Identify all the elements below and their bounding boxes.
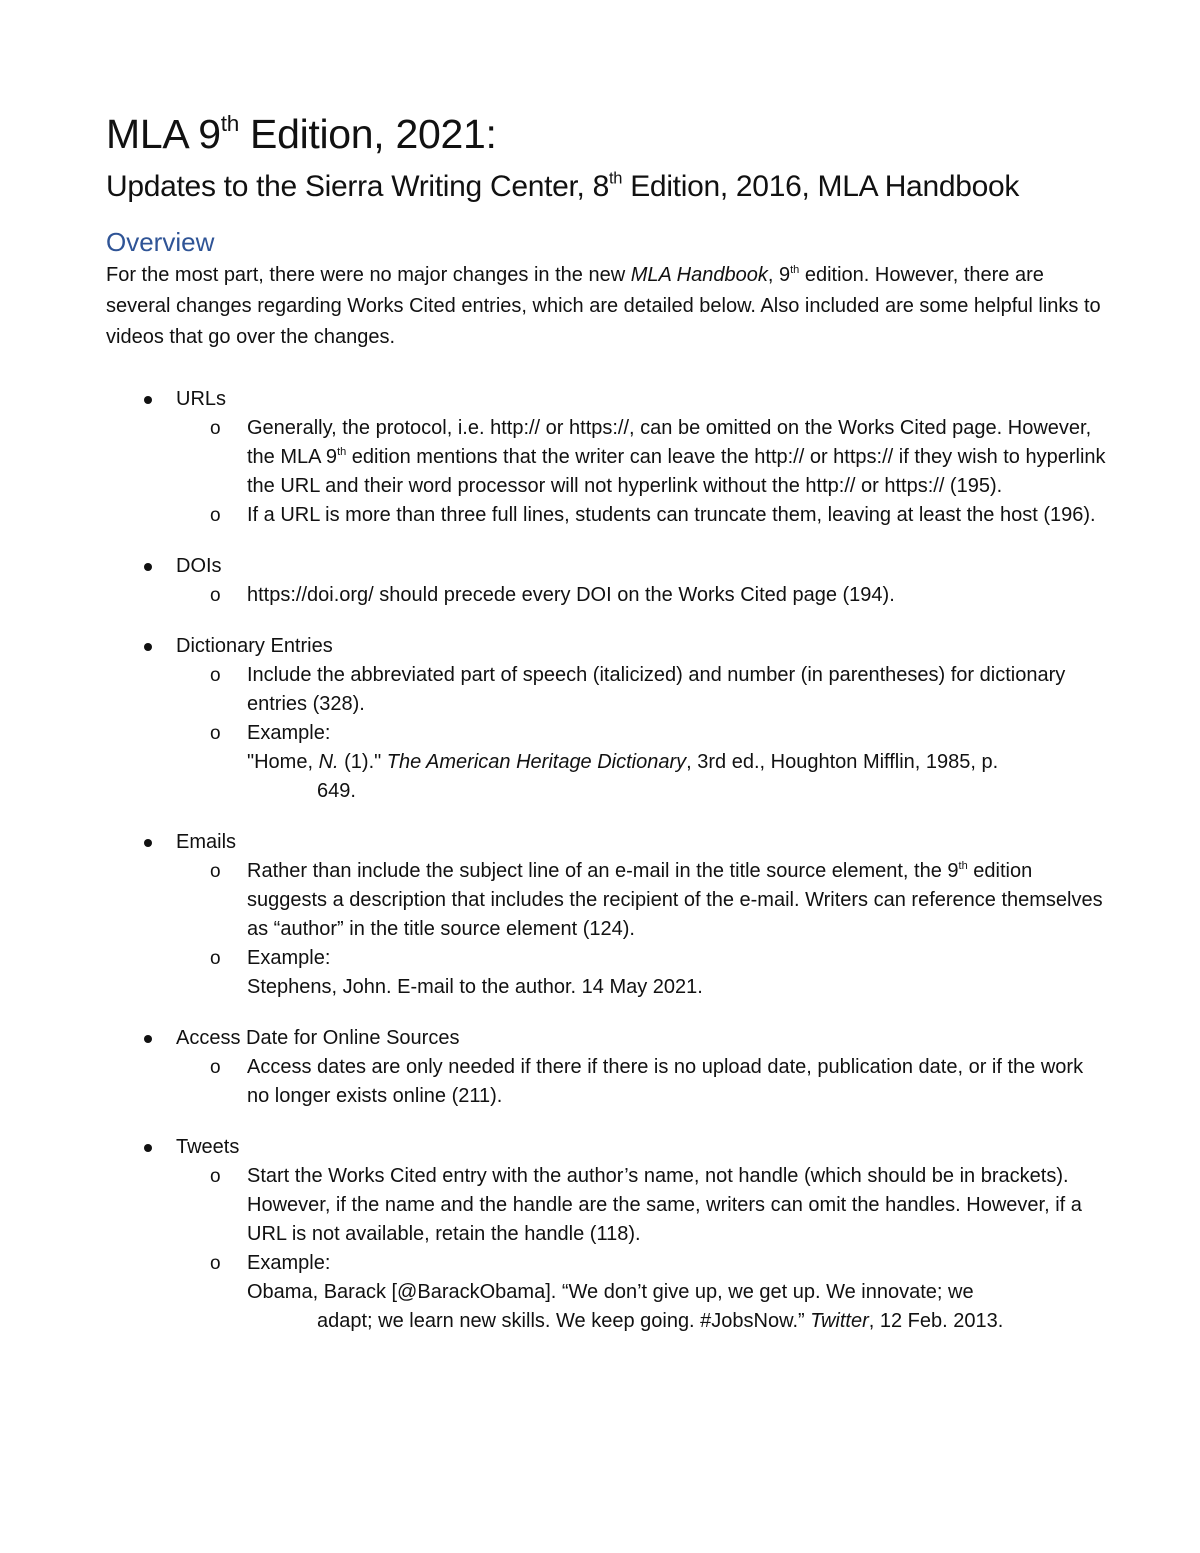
- example-citation: "Home, N. (1)." The American Heritage Dictionary, 3rd ed., Houghton Mifflin, 1985, p. 649.: [247, 751, 999, 802]
- bullet-icon: [144, 563, 152, 571]
- bullet-icon: [144, 1035, 152, 1043]
- list-item-access-date: [106, 1024, 1106, 1111]
- list-item-dois: [106, 552, 1106, 610]
- circle-bullet-icon: o: [210, 948, 221, 969]
- list-item-emails: [106, 828, 1106, 1002]
- example-label: Example:: [247, 1252, 331, 1274]
- list-item-urls: [106, 385, 1106, 530]
- page-title: MLA 9th Edition, 2021:: [106, 111, 497, 157]
- example-citation: Obama, Barack [@BarackObama]. “We don’t give up, we get up. We innovate; we adapt; we learn new skills. We keep going. #JobsNow.” Twitter, 12 Feb. 2013.: [247, 1281, 1004, 1332]
- circle-bullet-icon: o: [210, 1057, 221, 1078]
- circle-bullet-icon: o: [210, 665, 221, 686]
- sub-list-item: o Include the abbreviated part of speech (italicized) and number (in parentheses) for dictionary entries (328).: [176, 661, 1106, 719]
- overview-heading: Overview: [106, 227, 215, 257]
- circle-bullet-icon: o: [210, 1166, 221, 1187]
- section-label: Emails: [176, 831, 237, 853]
- circle-bullet-icon: o: [210, 861, 221, 882]
- circle-bullet-icon: o: [210, 585, 221, 606]
- list-item-tweets: [106, 1133, 1106, 1336]
- sub-list-item: o Access dates are only needed if there if there is no upload date, publication date, or if the work no longer exists online (211).: [176, 1053, 1106, 1111]
- sub-list-item: [176, 719, 1106, 806]
- sub-list-item: o If a URL is more than three full lines, students can truncate them, leaving at least the host (196).: [176, 501, 1106, 530]
- sub-list-item: [176, 1249, 1106, 1336]
- bullet-icon: [144, 643, 152, 651]
- document-page: [106, 108, 1106, 1358]
- example-label: Example:: [247, 947, 331, 969]
- list-item-dictionary: [106, 632, 1106, 806]
- circle-bullet-icon: o: [210, 723, 221, 744]
- section-label: Dictionary Entries: [176, 635, 333, 657]
- example-label: Example:: [247, 722, 331, 744]
- section-label: URLs: [176, 388, 227, 410]
- bullet-icon: [144, 839, 152, 847]
- sub-list-item: o Rather than include the subject line of an e-mail in the title source element, the 9th edition suggests a description that includes the recipient of the e-mail. Writers can reference themselves as “author” in the title source element (124).: [176, 857, 1106, 944]
- bullet-icon: [144, 396, 152, 404]
- section-label: DOIs: [176, 555, 222, 577]
- page-subtitle: Updates to the Sierra Writing Center, 8th Edition, 2016, MLA Handbook: [106, 169, 1020, 203]
- overview-paragraph: For the most part, there were no major changes in the new MLA Handbook, 9th edition. However, there are several changes regarding Works Cited entries, which are detailed below. Also included are some helpful links to videos that go over the changes.: [106, 263, 1101, 348]
- section-label: Tweets: [176, 1136, 240, 1158]
- circle-bullet-icon: o: [210, 505, 221, 526]
- section-label: Access Date for Online Sources: [176, 1027, 460, 1049]
- sub-list-item: o https://doi.org/ should precede every DOI on the Works Cited page (194).: [176, 581, 1106, 610]
- changes-list: [106, 385, 1106, 1336]
- sub-list-item: [176, 944, 1106, 1002]
- sub-list-item: o Generally, the protocol, i.e. http:// or https://, can be omitted on the Works Cited page. However, the MLA 9th edition mentions that the writer can leave the http:// or https:// if they wish to hyperlink the URL and their word processor will not hyperlink without the http:// or https:// (195).: [176, 414, 1106, 501]
- example-citation: Stephens, John. E-mail to the author. 14 May 2021.: [247, 976, 703, 998]
- bullet-icon: [144, 1144, 152, 1152]
- circle-bullet-icon: o: [210, 418, 221, 439]
- circle-bullet-icon: o: [210, 1253, 221, 1274]
- sub-list-item: o Start the Works Cited entry with the author’s name, not handle (which should be in brackets). However, if the name and the handle are the same, writers can omit the handles. However, if a URL is not available, retain the handle (118).: [176, 1162, 1106, 1249]
